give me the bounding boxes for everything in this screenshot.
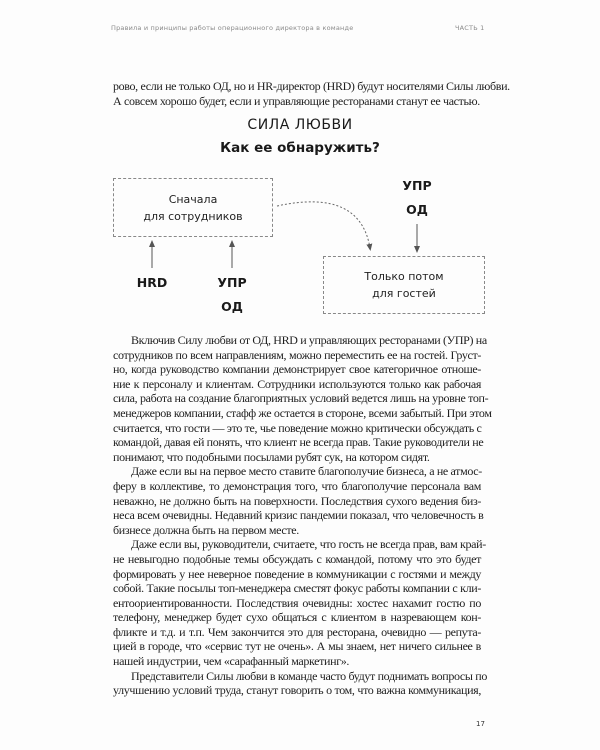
page-number: 17: [476, 720, 485, 728]
text-line: цией в городе, что «сервис тут не очень». А мы знаем, нет ничего сильнее в: [113, 639, 481, 654]
arrow-curved: [277, 202, 370, 248]
label-od: ОД: [221, 299, 243, 314]
text-line: Даже если вы на первое место ставите благополучие бизнеса, а не атмос-: [131, 464, 482, 479]
text-line: телефону, менеджер будет сухо общаться с клиентом в назревающем кон-: [113, 610, 481, 625]
text-line: А совсем хорошо будет, если и управляющие ресторанами станут ее частью.: [113, 93, 480, 108]
body-text: [113, 333, 492, 698]
diagram-title: СИЛА ЛЮБВИ: [247, 117, 353, 133]
text-line: собой. Такие посылы топ-менеджера сместят фокус работы компании с кли-: [113, 581, 481, 596]
diagram-subtitle: Как ее обнаружить?: [220, 140, 380, 156]
box-line: для гостей: [372, 287, 436, 300]
text-line: сила, работа на создание благоприятных условий ведется лишь на уровне топ-: [113, 391, 489, 406]
text-line: Даже если вы, руководители, считаете, что гость не всегда прав, вам край-: [131, 537, 486, 552]
text-line: менеджеров компании, стафф же остается в стороне, всеми забытый. При этом: [113, 405, 492, 420]
box-line: Сначала: [168, 192, 218, 206]
text-line: формировать у нее неверное поведение в коммуникации с гостями и между: [113, 566, 481, 581]
text-line: бизнесе должна быть на первом месте.: [113, 522, 299, 537]
text-line: нашей индустрии, чем «сарафанный маркетинг».: [113, 654, 350, 669]
text-line: понимают, что подобными посылами рубят сук, на котором сидят.: [113, 449, 430, 464]
text-line: Представители Силы любви в команде часто будут поднимать вопросы по: [131, 668, 487, 683]
text-line: ентоориентированности. Последствия очевидны: хостес нахамит гостю по: [113, 595, 481, 610]
text-line: феру в коллективе, то демонстрация того, что благополучие персонала вам: [113, 478, 481, 493]
text-line: считается, что гости — это те, чье поведение можно критически обсуждать с: [113, 420, 482, 435]
running-title: Правила и принципы работы операционного директора в команде: [111, 24, 354, 32]
text-line: не невыгодно подобные темы обсуждать с командой, потому что это будет: [113, 551, 481, 566]
text-line: неса всем очевидны. Недавний кризис пандемии показал, что человечность в: [113, 508, 484, 523]
text-line: командой, давая ей понять, что клиент не всегда прав. Такие руководители не: [113, 435, 484, 450]
text-line: но, когда руководство компании демонстрирует свое категоричное отноше-: [113, 362, 481, 377]
text-line: ние к персоналу и клиентам. Сотрудники используются только как рабочая: [113, 376, 481, 391]
text-line: Включив Силу любви от ОД, HRD и управляющих ресторанами (УПР) на: [131, 333, 487, 347]
text-line: неважно, не должно быть на поверхности. Последствия сухого ведения биз-: [113, 493, 481, 508]
label-hrd: HRD: [136, 275, 168, 290]
text-line: рово, если не только ОД, но и HR-директор (HRD) будут носителями Силы любви.: [113, 79, 510, 93]
label-upr: УПР: [217, 275, 247, 290]
diagram-arrows: [0, 0, 600, 330]
text-line: фликте и т.д. и т.п. Чем закончится это для ресторана, очевидно — репута-: [113, 624, 481, 639]
text-line: улучшению условий труда, станут говорить о том, что важна коммуникация,: [113, 683, 481, 698]
label-upr-top: УПР: [402, 178, 432, 193]
box-line: Только потом: [364, 270, 444, 283]
box-line: для сотрудников: [143, 209, 243, 223]
label-od-top: ОД: [406, 202, 428, 217]
part-label: ЧАСТЬ 1: [455, 24, 485, 32]
text-line: сотрудников по всем направлениям, можно переместить ее на гостей. Груст-: [113, 347, 481, 362]
